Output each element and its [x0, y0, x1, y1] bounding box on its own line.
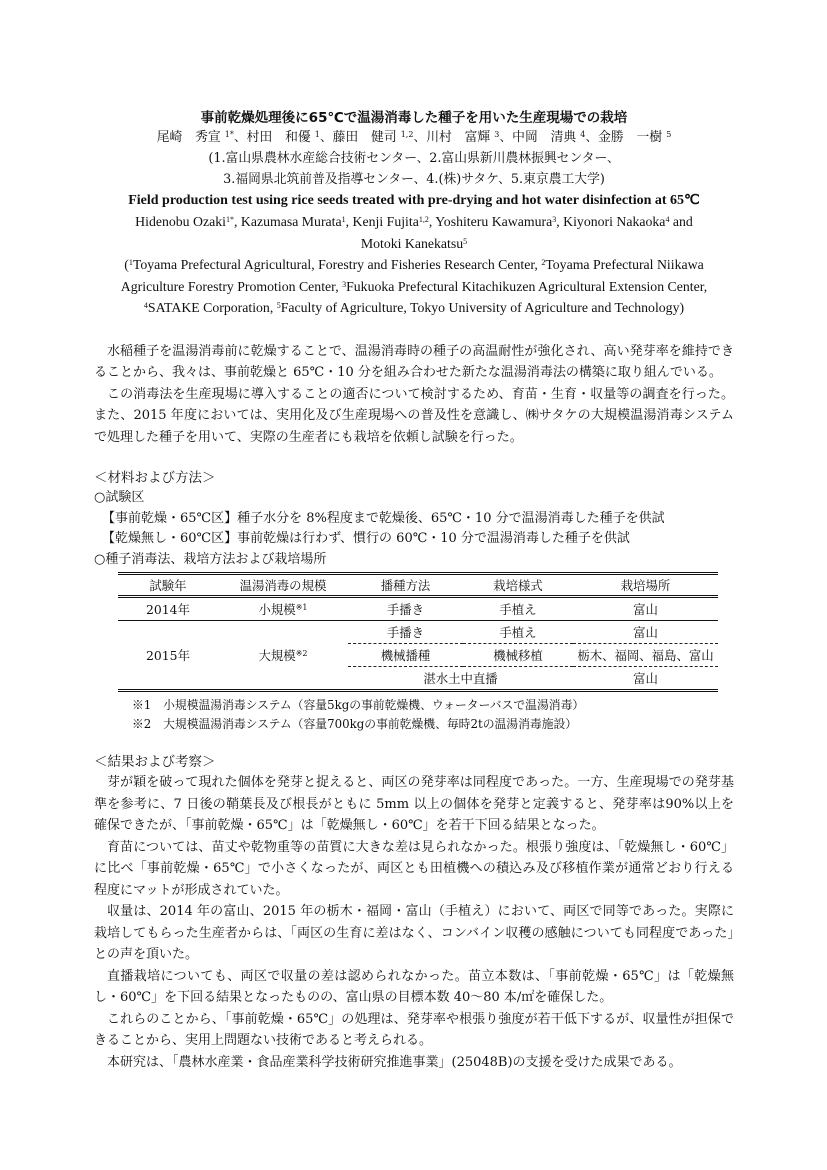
methods-heading: ＜材料および方法＞ [94, 470, 216, 487]
cell-year-2015: 2015年 [118, 621, 218, 691]
cell-place: 富山 [573, 667, 718, 691]
header-style: 栽培様式 [493, 577, 543, 593]
authors-en-line-1: Hidenobu Ozaki$^{1*}$, Kazumasa Murata$^1$, Kenji Fujita$^{1,2}$, Yoshiteru Kawamura$^3$, Kiyonori Nakaoka$^4$ and [135, 214, 693, 229]
header-scale: 温湯消毒の規模 [239, 577, 327, 593]
plots-heading: ○試験区 [94, 490, 145, 506]
cell-place: 富山 [573, 621, 718, 644]
authors-en-line-2: Motoki Kanekatsu$^5$ [360, 235, 468, 251]
results-body [94, 772, 734, 1073]
table-row [118, 621, 718, 644]
title-en: Field production test using rice seeds treated with pre-drying and hot water disinfection at 65℃ [128, 193, 700, 208]
methods-table-wrapper [118, 572, 718, 692]
results-heading: ＜結果および考察＞ [94, 754, 216, 771]
results-paragraph-2: 育苗については、苗丈や乾物重等の苗質に大きな差は見られなかった。根張り強度は、「乾燥無し・60℃」に比べ「事前乾燥・65℃」で小さくなったが、両区とも田植機への積込み及び移植作業が通常どおり行える程度にマットが形成されていた。 [94, 839, 734, 898]
header-place: 栽培場所 [620, 577, 671, 593]
header-sowing: 播種方法 [380, 577, 431, 593]
paper-page [94, 108, 734, 1073]
table-header-row [118, 574, 718, 597]
cell-year-2014: 2014年 [146, 601, 190, 617]
methods-table [118, 572, 718, 692]
affiliation-en-line-1: ($^1$Toyama Prefectural Agricultural, Forestry and Fisheries Research Center, $^2$Toyama Prefectural Niikawa [124, 257, 704, 272]
results-paragraph-4: 直播栽培についても、両区で収量の差は認められなかった。苗立本数は、「事前乾燥・65℃」は「乾燥無し・60℃」を下回る結果となったものの、富山県の目標本数 40～80 本/㎡を確保した。 [94, 968, 734, 1006]
affiliation-en-line-2: Agriculture Forestry Promotion Center, $^3$Fukuoka Prefectural Kitachikuzen Agricultural Extension Center, [120, 278, 708, 294]
plot-predry-65: 【事前乾燥・65℃区】種子水分を 8%程度まで乾燥後、65℃・10 分で温湯消毒した種子を供試 [102, 510, 665, 526]
affiliation-jp-line-2: 3.福岡県北筑前普及指導センター、4.(株)サタケ、5.東京農工大学) [223, 172, 605, 187]
affiliation-jp-line-1: (1.富山県農林水産総合技術センター、2.富山県新川農林振興センター、 [208, 151, 620, 166]
results-paragraph-1: 芽が穎を破って現れた個体を発芽と捉えると、両区の発芽率は同程度であった。一方、生産現場での発芽基準を参考に、7 日後の鞘葉長及び根長がともに 5mm 以上の個体を発芽と定義すると、発芽率は90%以上を確保できたが、「事前乾燥・65℃」は「乾燥無し・60℃」を若干下回る結果となった。 [94, 775, 734, 834]
cell-sowing: 手播き [386, 601, 425, 617]
cell-style: 手植え [463, 621, 573, 644]
cell-sowing: 手播き [348, 621, 463, 644]
cell-style: 手植え [499, 601, 537, 617]
cell-place: 富山 [633, 601, 658, 617]
authors-jp: 尾崎 秀宣 $^{1*}$、村田 和優 $^1$、藤田 健司 $^{1,2}$、川村 富輝 $^3$、中岡 清典 $^4$、金勝 一樹 $^5$ [156, 130, 672, 145]
cell-direct-seeding: 湛水土中直播 [348, 667, 573, 691]
results-paragraph-3: 収量は、2014 年の富山、2015 年の栃木・福岡・富山（手植え）において、両区で同等であった。実際に栽培してもらった生産者からは、「両区の生育に差はなく、コンバイン収穫の感触についても同程度であった」との声を頂いた。 [94, 904, 734, 963]
cell-scale-large: 大規模$^{※2}$ [218, 621, 348, 691]
cell-sowing: 機械播種 [348, 644, 463, 667]
abstract-paragraph-2: この消毒法を生産現場に導入することの適否について検討するため、育苗・生育・収量等の調査を行った。また、2015 年度においては、実用化及び生産現場への普及性を意識し、㈱サタケの大規模温湯消毒システムで処理した種子を用いて、実際の生産者にも栽培を依頼し試験を行った。 [94, 386, 734, 445]
results-paragraph-5: これらのことから、「事前乾燥・65℃」の処理は、発芽率や根張り強度が若干低下するが、収量性が担保できることから、実用上問題ない技術であると考えられる。 [94, 1011, 734, 1049]
table-note-2: ※2 大規模温湯消毒システム（容量700kgの事前乾燥機、毎時2tの温湯消毒施設） [132, 717, 578, 732]
table-note-1: ※1 小規模温湯消毒システム（容量5kgの事前乾燥機、ウォーターバスで温湯消毒） [132, 698, 585, 713]
cultivation-heading: ○種子消毒法、栽培方法および栽培場所 [94, 551, 327, 567]
abstract [94, 341, 734, 449]
table-row [118, 597, 718, 621]
cell-style: 機械移植 [463, 644, 573, 667]
cell-scale-small: 小規模$^{※1}$ [258, 601, 308, 617]
affiliation-en-line-3: $^4$SATAKE Corporation, $^5$Faculty of Agriculture, Tokyo University of Agriculture and Technology) [143, 300, 685, 315]
results-paragraph-6: 本研究は、「農林水産業・食品産業科学技術研究推進事業」(25048B)の支援を受けた成果である。 [107, 1054, 682, 1070]
header-year: 試験年 [149, 577, 187, 593]
plot-nodry-60: 【乾燥無し・60℃区】事前乾燥は行わず、慣行の 60℃・10 分で温湯消毒した種子を供試 [102, 531, 630, 547]
cell-place: 栃木、福岡、福島、富山 [573, 644, 718, 667]
title-jp: 事前乾燥処理後に65℃で温湯消毒した種子を用いた生産現場での栽培 [200, 110, 628, 126]
abstract-paragraph-1: 水稲種子を温湯消毒前に乾燥することで、温湯消毒時の種子の高温耐性が強化され、高い発芽率を維持できることから、我々は、事前乾燥と 65℃・10 分を組み合わせた新たな温湯消毒法の構築に取り組んでいる。 [94, 343, 734, 381]
